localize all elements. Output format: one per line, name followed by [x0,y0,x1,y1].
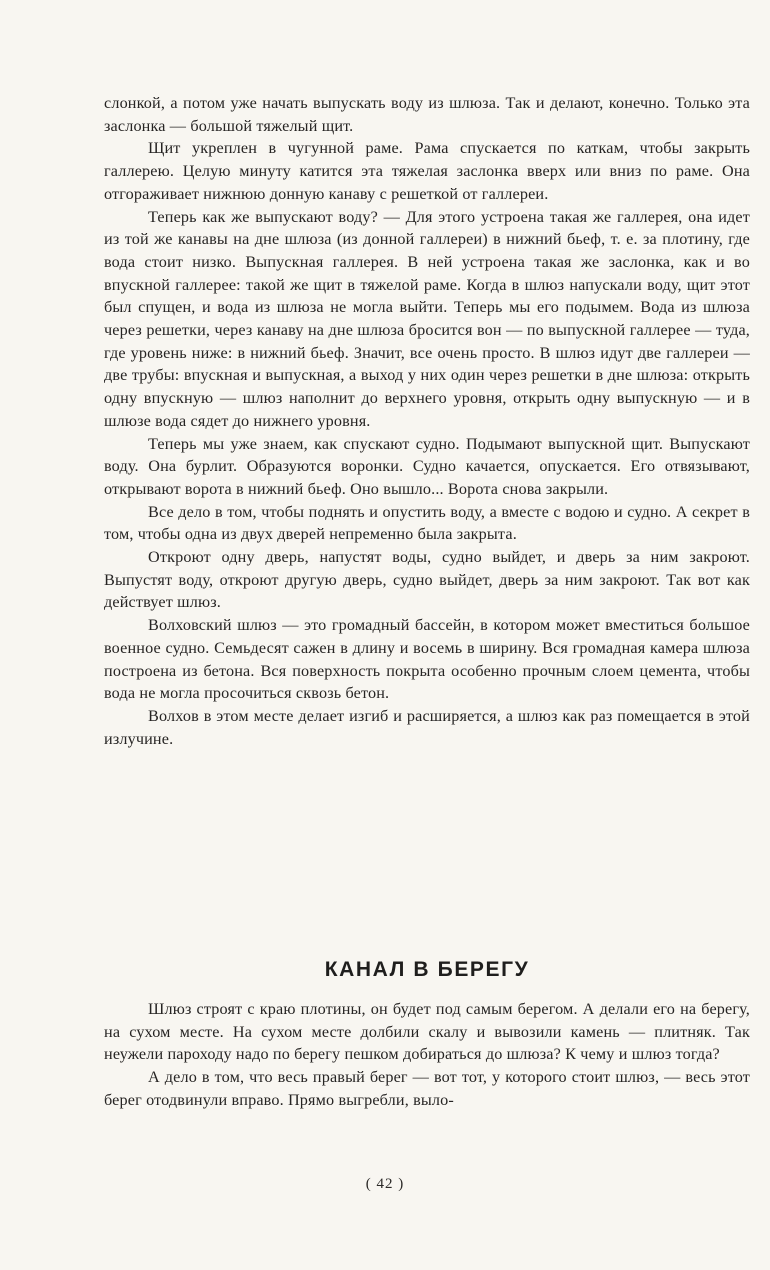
section-heading: КАНАЛ В БЕРЕГУ [324,958,530,981]
paragraph: А дело в том, что весь правый берег — вот тот, у которого стоит шлюз, — весь этот берег отодвинули вправо. Прямо выгребли, выло- [104,1068,750,1109]
paragraph: Волховский шлюз — это громадный бассейн, в котором может вместиться большое военное судно. Семьдесят сажен в длину и восемь в ширину. Вся громадная камера шлюза построена из бетона. Вся поверхность покрыта особенно прочным слоем цемента, чтобы вода не могла просочиться сквозь бетон. [104,616,750,703]
paragraph-continued: слонкой, а потом уже начать выпускать воду из шлюза. Так и делают, конечно. Только эта заслонка — большой тяжелый щит. [104,94,750,135]
paragraph: Волхов в этом месте делает изгиб и расширяется, а шлюз как раз помещается в этой излучине. [104,706,750,748]
paragraph: Щит укреплен в чугунной раме. Рама спускается по каткам, чтобы закрыть галлерею. Целую минуту катится эта тяжелая заслонка вверх или вниз по раме. Она отгораживает нижнюю донную канаву с решеткой от галлереи. [104,139,750,203]
section-text [104,998,750,1112]
paragraph: Шлюз строят с краю плотины, он будет под самым берегом. А делали его на берегу, на сухом месте. На сухом месте долбили скалу и вывозили камень — плитняк. Так неужели пароходу надо по берегу пешком добираться до шлюза? К чему и шлюз тогда? [104,1000,750,1064]
paragraph: Теперь мы уже знаем, как спускают судно. Подымают выпускной щит. Выпускают воду. Она бурлит. Образуются воронки. Судно качается, опускается. Его отвязывают, открывают ворота в нижний бьеф. Оно вышло... Ворота снова закрыли. [104,434,750,498]
paragraph: Теперь как же выпускают воду? — Для этого устроена такая же галлерея, она идет из той же канавы на дне шлюза (из донной галлереи) в нижний бьеф, т. е. за плотину, где вода стоит низко. Выпускная галлерея. В ней устроена такая же заслонка, как и во впускной галлерее: такой же щит в тяжелой раме. Когда в шлюз напускали воду, щит этот был спущен, и вода из шлюза не могла выйти. Теперь мы его подымем. Вода из шлюза через решетки, через канаву на дне шлюза бросится вон — по выпускной галлерее — туда, где уровень ниже: в нижний бьеф. Значит, все очень просто. В шлюз идут две галлереи — две трубы: впускная и выпускная, а выход у них один через решетки в дне шлюза: открыть одну впускную — шлюз наполнит до верхнего уровня, открыть одну выпускную — и в шлюзе вода сядет до нижнего уровня. [104,207,750,430]
page-number: ( 42 ) [365,1176,405,1192]
paragraph: Все дело в том, чтобы поднять и опустить воду, а вместе с водою и судно. А секрет в том, чтобы одна из двух дверей непременно была закрыта. [104,502,750,544]
body-text [104,92,750,750]
paragraph: Откроют одну дверь, напустят воды, судно выйдет, и дверь за ним закроют. Выпустят воду, откроют другую дверь, судно выйдет, дверь за ним закроют. Так вот как действует шлюз. [104,548,750,612]
